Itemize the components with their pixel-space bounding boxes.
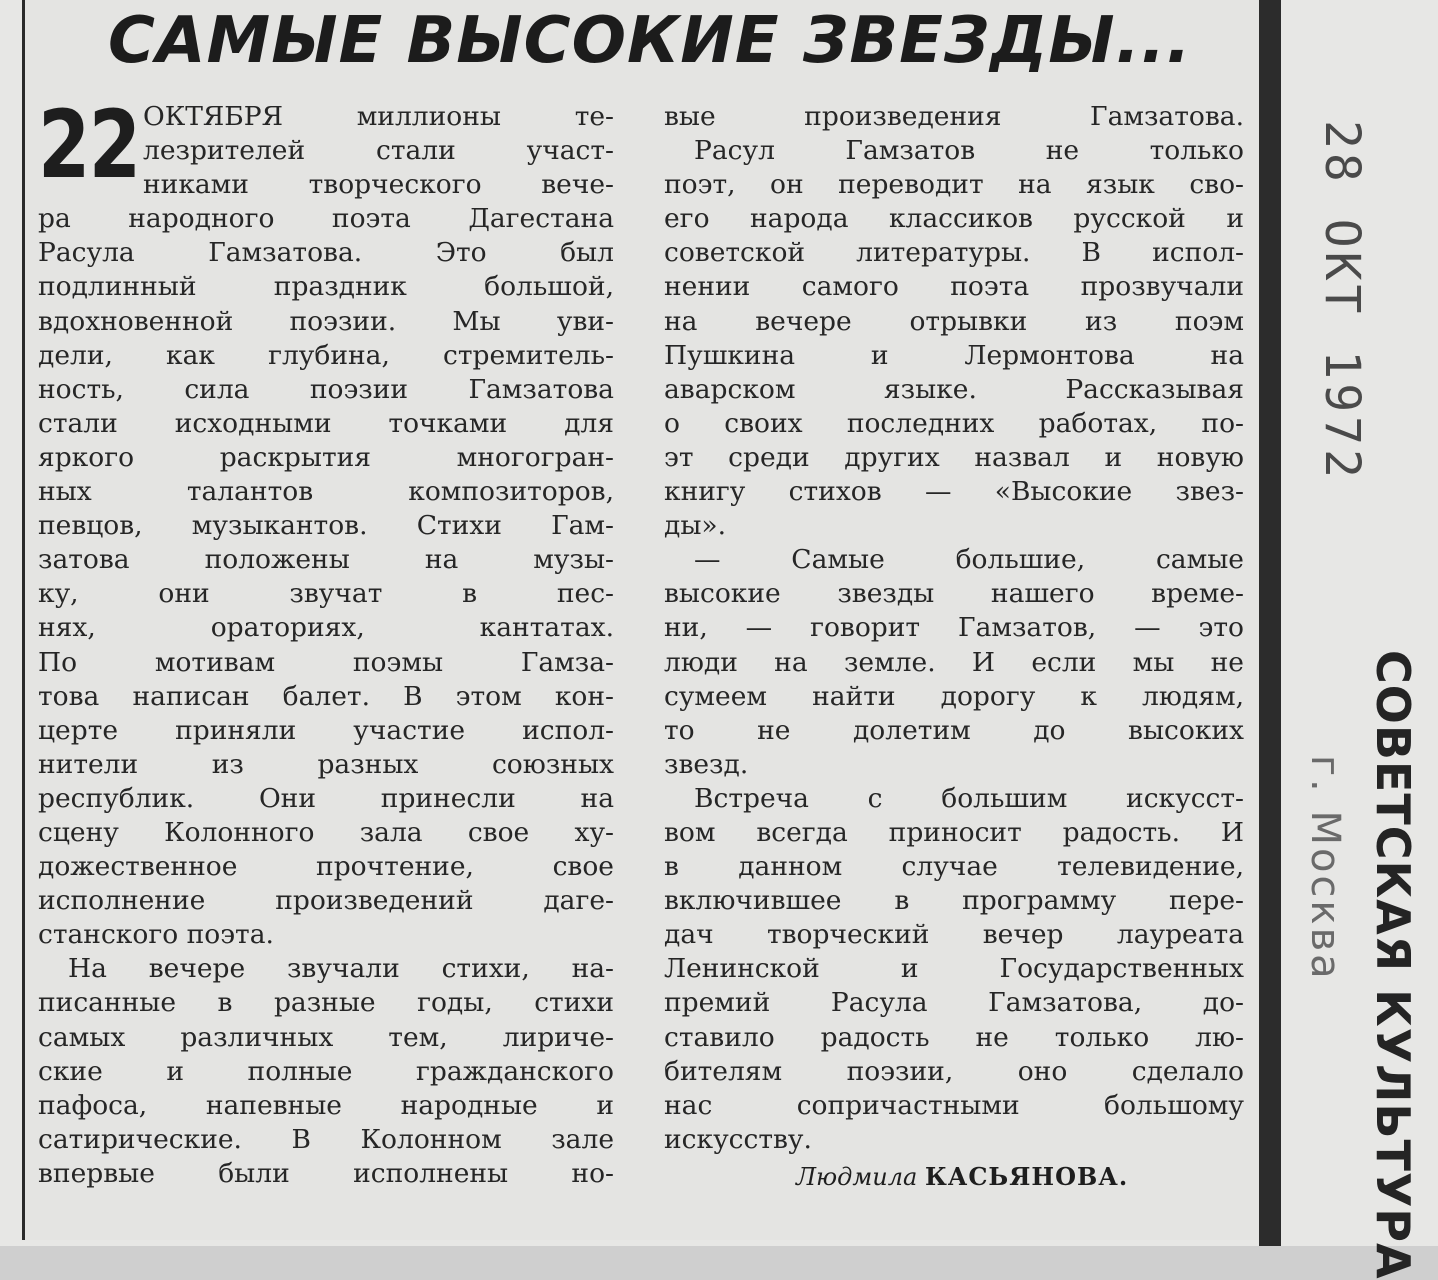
text-line: сумеем найти дорогу к людям, bbox=[664, 680, 1244, 712]
right-column bbox=[664, 100, 1244, 1157]
text-line: подлинный праздник большой, bbox=[38, 271, 614, 303]
text-line: нас сопричастными большому bbox=[664, 1089, 1244, 1121]
text-line: вые произведения Гамзатова. bbox=[664, 101, 1244, 132]
newspaper-name-stamp: СОВЕТСКАЯ КУЛЬТУРА bbox=[1366, 650, 1420, 1280]
text-line: ных талантов композиторов, bbox=[38, 476, 614, 508]
text-line: его народа классиков русской и bbox=[664, 203, 1244, 235]
text-line: включившее в программу пере- bbox=[664, 885, 1244, 917]
text-line: республик. Они принесли на bbox=[38, 782, 614, 814]
headline: САМЫЕ ВЫСОКИЕ ЗВЕЗДЫ... bbox=[108, 4, 1192, 78]
text-line: самых различных тем, лириче- bbox=[38, 1021, 614, 1053]
clipping-edge-bar bbox=[1259, 0, 1281, 1246]
text-line: премий Расула Гамзатова, до- bbox=[664, 987, 1244, 1019]
text-line: поэт, он переводит на язык сво- bbox=[664, 169, 1244, 201]
text-line: нях, ораториях, кантатах. bbox=[38, 612, 614, 644]
text-line: стали исходными точками для bbox=[38, 407, 614, 439]
text-line: пафоса, напевные народные и bbox=[38, 1089, 614, 1121]
text-line: сцену Колонного зала свое ху- bbox=[38, 816, 614, 848]
text-line: вом всегда приносит радость. И bbox=[664, 816, 1244, 848]
text-line: дач творческий вечер лауреата bbox=[664, 919, 1244, 951]
text-line: яркого раскрытия многогран- bbox=[38, 441, 614, 473]
text-line: ОКТЯБРЯ миллионы те- bbox=[143, 101, 614, 132]
text-line: в данном случае телевидение, bbox=[664, 851, 1244, 883]
text-line: ские и полные гражданского bbox=[38, 1055, 614, 1087]
text-line: бителям поэзии, оно сделало bbox=[664, 1055, 1244, 1087]
text-line: ни, — говорит Гамзатов, — это bbox=[664, 612, 1244, 644]
text-line: Расула Гамзатова. Это был bbox=[38, 237, 614, 269]
author-last-name: КАСЬЯНОВА. bbox=[924, 1162, 1129, 1191]
text-line: затова положены на музы- bbox=[38, 544, 614, 576]
text-line: нении самого поэта прозвучали bbox=[664, 271, 1244, 303]
text-line: люди на земле. И если мы не bbox=[664, 646, 1244, 678]
text-line: ку, они звучат в пес- bbox=[38, 578, 614, 610]
text-line: Расул Гамзатов не только bbox=[694, 135, 1244, 167]
text-line: — Самые большие, самые bbox=[694, 544, 1244, 576]
author-byline bbox=[796, 1162, 1216, 1191]
text-line: то не долетим до высоких bbox=[664, 714, 1244, 746]
text-line: дели, как глубина, стремитель- bbox=[38, 339, 614, 371]
text-line: никами творческого вече- bbox=[143, 169, 614, 201]
text-line: станского поэта. bbox=[38, 919, 274, 951]
text-line: ность, сила поэзии Гамзатова bbox=[38, 373, 614, 405]
text-line: писанные в разные годы, стихи bbox=[38, 987, 614, 1019]
text-line: ра народного поэта Дагестана bbox=[38, 203, 614, 235]
text-line: эт среди других назвал и новую bbox=[664, 441, 1244, 473]
text-line: исполнение произведений даге- bbox=[38, 885, 614, 917]
text-line: дожественное прочтение, свое bbox=[38, 851, 614, 883]
left-column bbox=[38, 91, 614, 1191]
text-line: ставило радость не только лю- bbox=[664, 1021, 1244, 1053]
text-line: ды». bbox=[664, 510, 727, 542]
text-line: На вечере звучали стихи, на- bbox=[68, 953, 614, 985]
text-line: вдохновенной поэзии. Мы уви- bbox=[38, 305, 614, 337]
text-line: впервые были исполнены но- bbox=[38, 1157, 614, 1189]
text-line: звезд. bbox=[664, 748, 749, 780]
text-line: искусству. bbox=[664, 1123, 812, 1155]
text-line: высокие звезды нашего време- bbox=[664, 578, 1244, 610]
text-line: церте приняли участие испол- bbox=[38, 714, 614, 746]
text-line: о своих последних работах, по- bbox=[664, 407, 1244, 439]
text-line: Ленинской и Государственных bbox=[664, 953, 1244, 985]
author-first-name: Людмила bbox=[796, 1163, 918, 1191]
text-line: това написан балет. В этом кон- bbox=[38, 680, 614, 712]
text-line: Пушкина и Лермонтова на bbox=[664, 339, 1244, 371]
drop-cap-date: 22 bbox=[38, 91, 140, 200]
text-line: на вечере отрывки из поэм bbox=[664, 305, 1244, 337]
text-line: аварском языке. Рассказывая bbox=[664, 373, 1244, 405]
text-line: лезрителей стали участ- bbox=[143, 135, 614, 167]
text-line: певцов, музыкантов. Стихи Гам- bbox=[38, 510, 614, 542]
text-line: советской литературы. В испол- bbox=[664, 237, 1244, 269]
city-stamp: г. Москва bbox=[1302, 755, 1348, 982]
text-line: По мотивам поэмы Гамза- bbox=[38, 646, 614, 678]
archive-date-stamp: 28 ОКТ 1972 bbox=[1314, 120, 1370, 482]
text-line: книгу стихов — «Высокие звез- bbox=[664, 476, 1244, 508]
text-line: нители из разных союзных bbox=[38, 748, 614, 780]
text-line: Встреча с большим искусст- bbox=[694, 782, 1244, 814]
text-line: сатирические. В Колонном зале bbox=[38, 1123, 614, 1155]
